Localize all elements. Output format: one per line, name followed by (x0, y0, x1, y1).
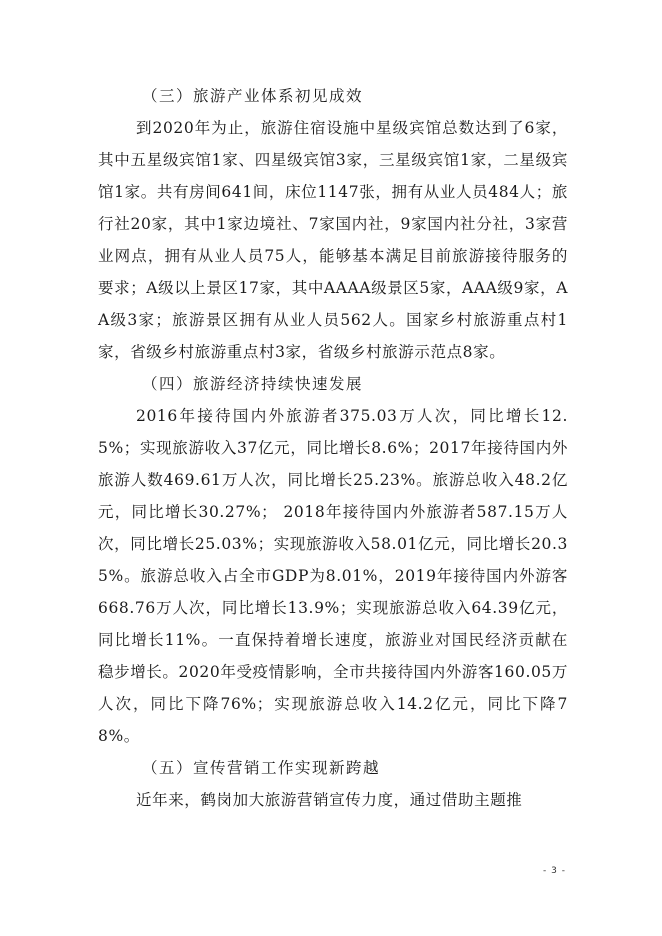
document-body (98, 80, 568, 816)
page-number: - 3 - (543, 866, 566, 876)
section-paragraph-tourism-industry-system: 到2020年为止，旅游住宿设施中星级宾馆总数达到了6家，其中五星级宾馆1家、四星级宾馆3家，三星级宾馆1家，二星级宾馆1家。共有房间641间，床位1147张，拥有从业人员484人；旅行社20家，其中1家边境社、7家国内社，9家国内社分社，3家营业网点，拥有从业人员75人，能够基本满足目前旅游接待服务的要求；A级以上景区17家，其中AAAA级景区5家，AAA级9家，AA级3家；旅游景区拥有从业人员562人。国家乡村旅游重点村1家，省级乡村旅游重点村3家，省级乡村旅游示范点8家。 (98, 119, 568, 361)
section-heading-tourism-economy: （四）旅游经济持续快速发展 (142, 375, 364, 393)
section-heading-tourism-industry-system: （三）旅游产业体系初见成效 (142, 87, 364, 105)
section-heading-marketing: （五）宣传营销工作实现新跨越 (142, 759, 381, 777)
section-paragraph-tourism-economy: 2016年接待国内外旅游者375.03万人次，同比增长12.5%；实现旅游收入37亿元，同比增长8.6%；2017年接待国内外旅游人数469.61万人次，同比增长25.23%。旅游总收入48.2亿元，同比增长30.27%； 2018年接待国内外旅游者587.15万人次，同比增长25.03%；实现旅游收入58.01亿元，同比增长20.35%。旅游总收入占全市GDP为8.01%，2019年接待国内外游客668.76万人次，同比增长13.9%；实现旅游总收入64.39亿元，同比增长11%。一直保持着增长速度，旅游业对国民经济贡献在稳步增长。2020年受疫情影响，全市共接待国内外游客160.05万人次，同比下降76%；实现旅游总收入14.2亿元，同比下降78%。 (98, 407, 568, 745)
section-paragraph-marketing: 近年来，鹤岗加大旅游营销宣传力度，通过借助主题推 (136, 791, 523, 809)
